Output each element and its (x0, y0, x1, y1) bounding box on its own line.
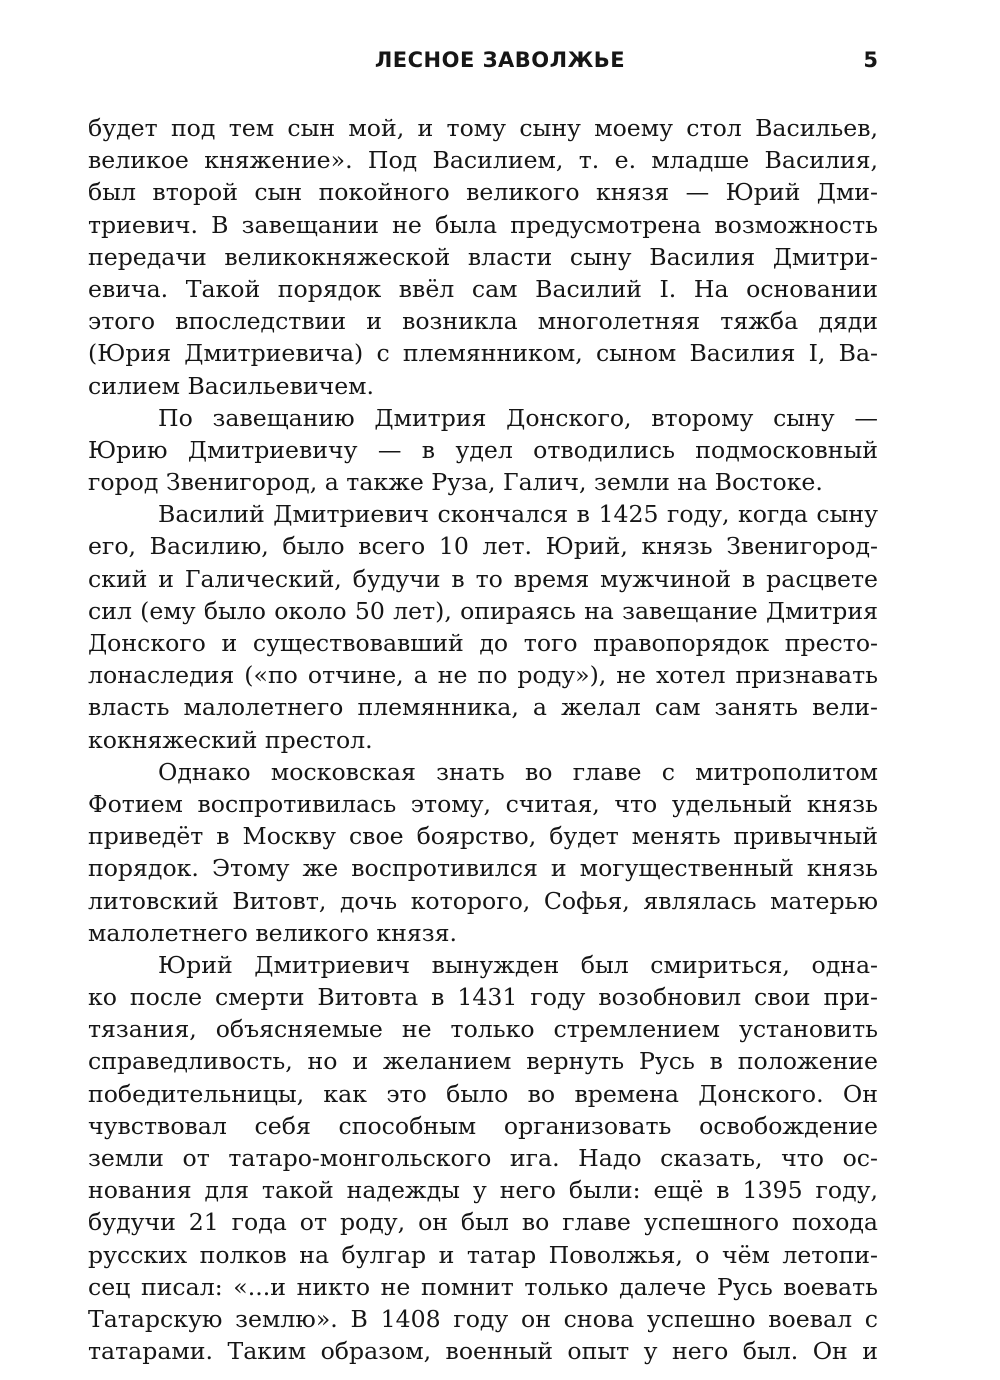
text-line: чувствовал себя способным организовать освобождение (88, 1111, 878, 1140)
text-line: приведёт в Москву свое боярство, будет менять привычный (88, 822, 878, 851)
text-line: Фотием воспротивилась этому, считая, что удельный князь (88, 789, 878, 818)
text-line: лонаследия («по отчине, а не по роду»), не хотел признавать (88, 661, 878, 690)
text-line: был второй сын покойного великого князя — Юрий Дми- (88, 178, 878, 207)
text-line: силием Васильевичем. (88, 371, 375, 400)
text-line: Василий Дмитриевич скончался в 1425 году, когда сыну (158, 500, 878, 529)
text-line: победительницы, как это было во времена Донского. Он (88, 1079, 878, 1108)
text-line: этого впоследствии и возникла многолетняя тяжба дяди (88, 307, 878, 336)
text-line: ский и Галический, будучи в то время мужчиной в расцвете (88, 564, 878, 593)
page-number: 5 (863, 48, 878, 72)
text-line: город Звенигород, а также Руза, Галич, земли на Востоке. (88, 468, 823, 497)
text-line: будучи 21 года от роду, он был во главе успешного похода (88, 1208, 878, 1237)
text-line: будет под тем сын мой, и тому сыну моему стол Васильев, (88, 114, 878, 142)
text-line: его, Василию, было всего 10 лет. Юрий, князь Звенигород- (88, 532, 878, 561)
text-line: Юрий Дмитриевич вынужден был смириться, одна- (158, 950, 878, 979)
text-line: русских полков на булгар и татар Поволжья, о чём летопи- (88, 1240, 878, 1269)
text-line: триевич. В завещании не была предусмотрена возможность (88, 210, 878, 239)
text-line: Татарскую землю». В 1408 году он снова успешно воевал с (88, 1304, 878, 1333)
text-line: литовский Витовт, дочь которого, Софья, являлась матерью (88, 886, 878, 915)
text-line: По завещанию Дмитрия Донского, второму сыну — (158, 403, 878, 432)
text-line: Донского и существовавший до того правопорядок престо- (88, 629, 878, 657)
text-line: справедливость, но и желанием вернуть Русь в положение (88, 1047, 878, 1076)
text-line: сец писал: «...и никто не помнит только далече Русь воевать (88, 1272, 878, 1301)
text-line: (Юрия Дмитриевича) с племянником, сыном Василия I, Ва- (88, 339, 878, 368)
text-line: порядок. Этому же воспротивился и могущественный князь (88, 854, 878, 883)
text-line: сил (ему было около 50 лет), опираясь на завещание Дмитрия (88, 596, 878, 625)
text-line: тязания, объясняемые не только стремлением установить (88, 1015, 878, 1044)
text-line: великое княжение». Под Василием, т. е. младше Василия, (88, 146, 878, 175)
text-line: передачи великокняжеской власти сыну Василия Дмитри- (88, 242, 878, 271)
text-line: татарами. Таким образом, военный опыт у него был. Он и (88, 1337, 878, 1366)
text-line: земли от татаро-монгольского ига. Надо сказать, что ос- (88, 1144, 878, 1172)
text-line: евича. Такой порядок ввёл сам Василий I. На основании (88, 274, 878, 303)
running-title: ЛЕСНОЕ ЗАВОЛЖЬЕ (374, 48, 626, 72)
body-text (88, 112, 878, 1367)
text-line: Юрию Дмитриевичу — в удел отводились подмосковный (88, 435, 878, 464)
text-line: Однако московская знать во главе с митрополитом (158, 757, 878, 786)
text-line: нования для такой надежды у него были: ещё в 1395 году, (88, 1176, 878, 1205)
text-line: кокняжеский престол. (88, 725, 373, 754)
text-line: ко после смерти Витовта в 1431 году возобновил свои при- (88, 983, 878, 1012)
text-line: власть малолетнего племянника, а желал сам занять вели- (88, 693, 878, 722)
text-line: малолетнего великого князя. (88, 918, 457, 947)
